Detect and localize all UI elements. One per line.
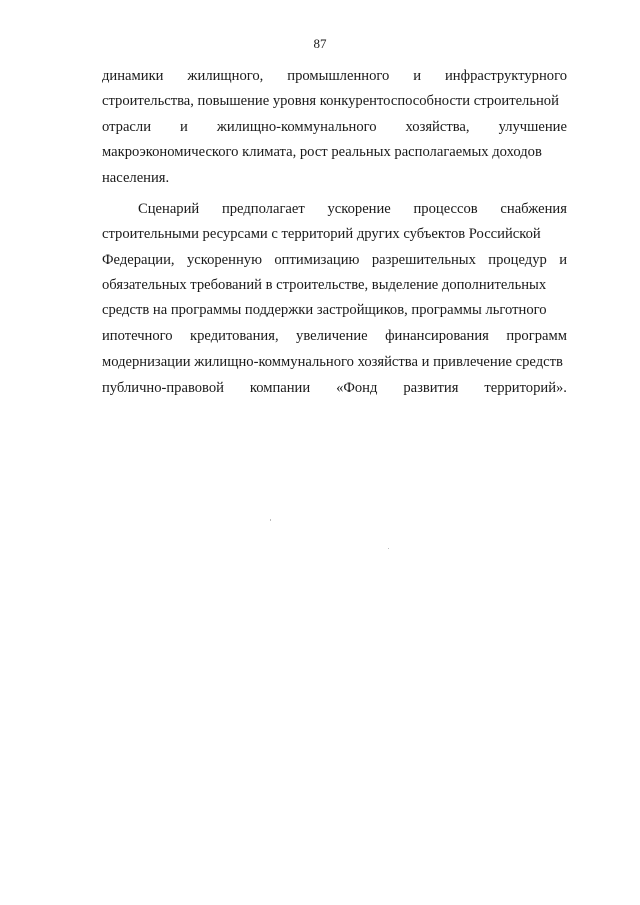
word: кредитования, (190, 328, 279, 344)
text-line (102, 117, 567, 137)
text-line (102, 142, 567, 162)
word: хозяйства, (405, 119, 470, 135)
line-text: обязательных требований в строительстве, выделение дополнительных (102, 277, 547, 293)
text-line (102, 91, 567, 111)
word: публично-правовой (102, 380, 224, 396)
word: территорий». (484, 380, 567, 396)
text-line (102, 352, 567, 372)
scan-speck (388, 548, 389, 549)
word: жилищно-коммунального (216, 119, 377, 135)
word: ипотечного (102, 328, 173, 344)
word: промышленного (287, 68, 390, 84)
text-line (102, 66, 567, 86)
text-line (102, 378, 567, 398)
word: увеличение (296, 328, 368, 344)
word: снабжения (500, 201, 567, 217)
line-text: строительства, повышение уровня конкурентоспособности строительной (102, 93, 559, 109)
word: Сценарий (138, 201, 200, 217)
line-text: строительными ресурсами с территорий других субъектов Российской (102, 226, 541, 242)
text-line (102, 224, 567, 244)
word: компании (249, 380, 311, 396)
word: процедур (488, 252, 547, 268)
text-line (102, 326, 567, 346)
line-text: модернизации жилищно-коммунального хозяйства и привлечение средств (102, 354, 563, 370)
text-line (102, 168, 567, 188)
text-line (138, 199, 567, 219)
word: и (413, 68, 422, 84)
word: и (180, 119, 188, 135)
text-line (102, 300, 567, 320)
word: «Фонд (336, 380, 378, 396)
word: развития (403, 380, 459, 396)
word: предполагает (221, 201, 305, 217)
word: Федерации, (102, 252, 175, 268)
scan-speck (270, 519, 271, 521)
word: оптимизацию (274, 252, 360, 268)
line-text: макроэкономического климата, рост реальных располагаемых доходов (102, 144, 542, 160)
word: программ (506, 328, 567, 344)
word: ускорение (327, 201, 391, 217)
word: разрешительных (371, 252, 476, 268)
line-text: населения. (102, 170, 170, 186)
page-number: 87 (313, 36, 327, 51)
text-line (102, 250, 567, 270)
word: ускоренную (186, 252, 262, 268)
word: инфраструктурного (445, 68, 567, 84)
word: динамики (102, 68, 164, 84)
line-text: средств на программы поддержки застройщиков, программы льготного (102, 302, 547, 318)
word: жилищного, (187, 68, 264, 84)
word: процессов (413, 201, 478, 217)
text-line (102, 275, 567, 295)
word: и (559, 252, 567, 268)
word: улучшение (498, 119, 567, 135)
word: отрасли (102, 119, 152, 135)
word: финансирования (385, 328, 489, 344)
